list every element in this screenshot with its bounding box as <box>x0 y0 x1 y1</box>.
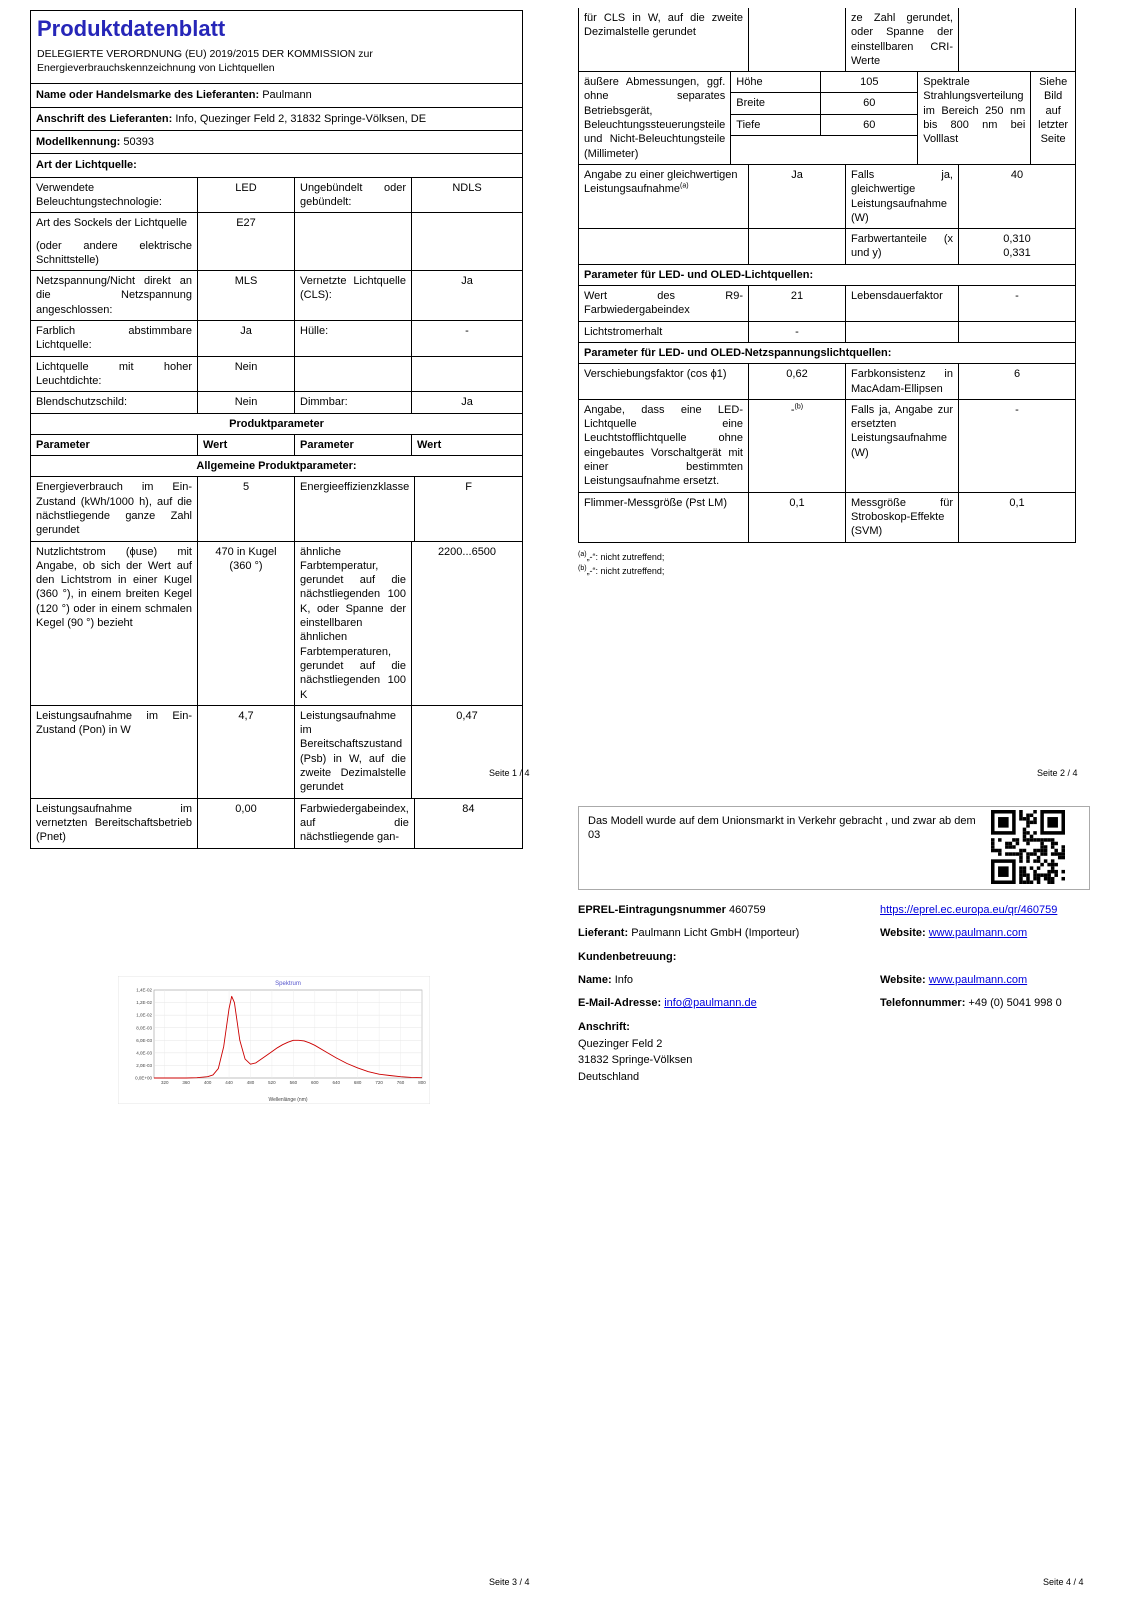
page2-table <box>578 8 1076 543</box>
svg-text:4,0E-03: 4,0E-03 <box>136 1050 152 1056</box>
param-value: - <box>1015 290 1019 303</box>
param-label: ze Zahl gerundet, oder Spanne der einstellbaren CRI-Werte <box>846 8 959 71</box>
param-label: Farbkonsistenz in MacAdam-Ellipsen <box>846 364 959 399</box>
page-2-footer: Seite 2 / 4 <box>1037 768 1078 778</box>
table-row <box>579 321 1075 342</box>
param-label: äußere Abmessungen, ggf. ohne separates Betriebsgerät, Beleuchtungssteuerungsteile und Nicht-Beleuchtungsteile (Millimeter) <box>579 72 731 164</box>
email-link[interactable]: info@paulmann.de <box>664 997 757 1010</box>
page-3-footer: Seite 3 / 4 <box>489 1577 530 1587</box>
param-value: - <box>1015 403 1019 416</box>
param-value: 21 <box>749 286 846 321</box>
param-label: Hülle: <box>295 321 412 356</box>
qr-code <box>991 810 1065 884</box>
eprel-label: EPREL-Eintragungsnummer <box>578 904 726 916</box>
param-label: Farbwiedergabeindex, auf die nächstliegende gan- <box>295 799 415 848</box>
param-label: Energieeffizienzklasse <box>295 477 415 540</box>
param-label: Falls ja, Angabe zur ersetzten Leistungsaufnahme (W) <box>846 400 959 492</box>
table-row <box>31 705 522 798</box>
spectrum-chart-svg <box>118 976 430 1104</box>
param-label <box>846 322 959 342</box>
param-label: Lebensdauerfaktor <box>846 286 959 321</box>
dimension-name: Höhe <box>731 72 821 92</box>
name-value: Info <box>614 973 634 986</box>
general-param-header-row <box>31 455 522 476</box>
page-title: Produktdatenblatt <box>37 16 226 41</box>
table-row <box>31 320 522 356</box>
param-label: Dimmbar: <box>295 392 412 412</box>
param-value: 6 <box>1013 368 1021 381</box>
param-value: 5 <box>198 477 295 540</box>
section-header-mains: Parameter für LED- und OLED-Netzspannungslichtquellen: <box>584 346 892 359</box>
market-intro-text: Das Modell wurde auf dem Unionsmarkt in Verkehr gebracht , und zwar ab dem 03 <box>588 815 976 842</box>
svg-text:480: 480 <box>246 1080 255 1085</box>
svg-text:6,0E-03: 6,0E-03 <box>136 1037 152 1043</box>
website2-label: Website: <box>880 973 926 986</box>
param-label <box>295 357 412 392</box>
type-header: Art der Lichtquelle: <box>36 159 137 172</box>
page-1-footer: Seite 1 / 4 <box>489 768 530 778</box>
model-row <box>31 130 522 153</box>
model-label: Modellkennung: <box>36 136 121 149</box>
svg-text:Spektrum: Spektrum <box>275 981 301 987</box>
svg-text:600: 600 <box>311 1080 319 1085</box>
website2-link[interactable]: www.paulmann.com <box>928 973 1028 986</box>
param-label: Flimmer-Messgröße (Pst LM) <box>579 493 749 542</box>
param-label: Blendschutzschild: <box>31 392 198 412</box>
param-label: ähnliche Farbtemperatur, gerundet auf die nächstliegenden 100 K, oder Spanne der einstellbaren ähnlichen Farbtemperaturen, gerundet auf die nächstliegenden 100 K <box>295 542 412 705</box>
dimensions-row <box>579 71 1075 164</box>
table-row <box>579 285 1075 321</box>
dimension-value: 60 <box>863 97 876 110</box>
svg-text:2,0E-03: 2,0E-03 <box>136 1063 152 1069</box>
eprel-value: 460759 <box>728 904 766 916</box>
param-value: 40 <box>1010 168 1024 181</box>
table-row <box>31 476 522 540</box>
address-row <box>578 1019 1090 1085</box>
param-value: E27 <box>198 213 295 270</box>
supplier-row <box>578 926 1090 940</box>
supplier-value: Paulmann Licht GmbH (Importeur) <box>631 927 800 940</box>
param-value: Ja <box>749 165 846 228</box>
svg-text:760: 760 <box>396 1080 405 1085</box>
param-value: F <box>465 481 472 494</box>
table-row <box>579 8 1075 71</box>
svg-text:8,0E-03: 8,0E-03 <box>136 1025 152 1031</box>
param-label <box>295 213 412 270</box>
param-value: 0,62 <box>749 364 846 399</box>
param-label: Ungebündelt oder gebündelt: <box>295 178 412 213</box>
param-value: - <box>465 325 469 338</box>
param-value: 4,7 <box>198 706 295 798</box>
address-label: Anschrift des Lieferanten: <box>36 112 173 125</box>
section-header-row <box>579 264 1075 285</box>
supplier-label: Name oder Handelsmarke des Lieferanten: <box>36 89 260 102</box>
dimension-name: Tiefe <box>731 115 821 135</box>
address-line-2: 31832 Springe-Völksen <box>578 1054 693 1067</box>
param-value: NDLS <box>452 181 482 194</box>
supplier-label: Lieferant: <box>578 927 629 940</box>
svg-text:560: 560 <box>289 1080 298 1085</box>
param-label: Vernetzte Lichtquelle (CLS): <box>295 271 412 320</box>
dimension-row <box>731 93 917 114</box>
param-value: 84 <box>462 802 475 815</box>
table-row <box>31 177 522 213</box>
table-row <box>31 391 522 412</box>
param-value: - <box>749 322 846 342</box>
param-label: Art des Sockels der Lichtquelle (oder andere elektrische Schnittstelle) <box>31 213 198 270</box>
param-value <box>749 229 846 264</box>
param-label: Angabe zu einer gleichwertigen Leistungsaufnahme$^{(a)}$ <box>579 165 749 228</box>
supplier-value: Paulmann <box>262 89 312 102</box>
model-value: 50393 <box>123 136 154 149</box>
table-row <box>579 228 1075 264</box>
regulation-line-2: Energieverbrauchskennzeichnung von Lichtquellen <box>37 61 275 74</box>
param-label: Leistungsaufnahme im Bereitschaftszustand (Psb) in W, auf die zweite Dezimalstelle gerundet <box>295 706 412 798</box>
param-label: Lichtquelle mit hoher Leuchtdichte: <box>31 357 198 392</box>
param-label: Lichtstromerhalt <box>579 322 749 342</box>
svg-text:680: 680 <box>353 1080 362 1085</box>
name-row <box>578 973 1090 987</box>
type-header-row <box>31 153 522 176</box>
contact-info <box>578 903 1090 1085</box>
support-label: Kundenbetreuung: <box>578 950 677 963</box>
table-row <box>31 212 522 270</box>
svg-text:1,0E-02: 1,0E-02 <box>136 1012 152 1018</box>
table-row <box>31 798 522 848</box>
dimension-name: Breite <box>731 93 821 113</box>
address-line-3: Deutschland <box>578 1070 640 1083</box>
table-row <box>579 492 1075 542</box>
dimension-row <box>731 115 917 136</box>
svg-text:720: 720 <box>375 1080 383 1085</box>
param-value: -$^{(b)}$ <box>749 400 846 492</box>
param-value: MLS <box>198 271 295 320</box>
eprel-link[interactable]: https://eprel.ec.europa.eu/qr/460759 <box>880 904 1058 916</box>
param-label: Leistungsaufnahme im vernetzten Bereitschaftsbetrieb (Pnet) <box>31 799 198 848</box>
param-value <box>749 8 846 71</box>
general-param-header: Allgemeine Produktparameter: <box>196 460 357 473</box>
page-4 <box>578 806 1090 1094</box>
param-value: 0,47 <box>456 709 478 722</box>
param-label: Spektrale Strahlungsverteilung im Bereich 250 nm bis 800 nm bei Volllast <box>918 72 1031 164</box>
table-row <box>31 356 522 392</box>
svg-text:640: 640 <box>332 1080 340 1085</box>
section-header-led: Parameter für LED- und OLED-Lichtquellen: <box>584 268 814 281</box>
table-row <box>579 164 1075 228</box>
svg-text:800: 800 <box>418 1080 426 1085</box>
name-label: Name: <box>578 973 612 986</box>
address-line-1: Quezinger Feld 2 <box>578 1037 663 1050</box>
page1-table <box>30 10 523 849</box>
param-label: Angabe, dass eine LED-Lichtquelle eine Leuchtstofflichtquelle ohne eingebautes Vorschaltgerät mit einer bestimmten Leistungsaufnahme ersetzt. <box>579 400 749 492</box>
title-row <box>31 11 522 83</box>
param-label: Wert des R9-Farbwiedergabeindex <box>579 286 749 321</box>
param-value: Ja <box>198 321 295 356</box>
param-value: LED <box>198 178 295 213</box>
page-4-footer: Seite 4 / 4 <box>1043 1577 1084 1587</box>
supplier-row <box>31 83 522 106</box>
param-value <box>959 8 1075 71</box>
param-value <box>412 357 522 392</box>
table-row <box>31 541 522 705</box>
email-label: E-Mail-Adresse: <box>578 997 662 1010</box>
address-label: Anschrift: <box>578 1021 630 1034</box>
param-label: Leistungsaufnahme im Ein-Zustand (Pon) in W <box>31 706 198 798</box>
param-label: für CLS in W, auf die zweite Dezimalstelle gerundet <box>579 8 749 71</box>
dimension-value: 60 <box>863 118 876 131</box>
column-header-row <box>31 434 522 455</box>
phone-label: Telefonnummer: <box>880 997 966 1010</box>
param-value: 0,00 <box>198 799 295 848</box>
svg-text:0,0E+00: 0,0E+00 <box>135 1075 152 1081</box>
column-header: Parameter <box>31 435 198 455</box>
column-header: Parameter <box>295 435 412 455</box>
param-value: 470 in Kugel (360 °) <box>198 542 295 705</box>
param-label: Verwendete Beleuchtungstechnologie: <box>31 178 198 213</box>
param-value: 0,1 <box>749 493 846 542</box>
svg-text:320: 320 <box>160 1080 169 1085</box>
param-value: 2200...6500 <box>437 545 497 558</box>
email-row <box>578 996 1090 1010</box>
param-value: Ja <box>461 396 473 409</box>
param-label: Falls ja, gleichwertige Leistungsaufnahme (W) <box>846 165 959 228</box>
param-label: Farblich abstimmbare Lichtquelle: <box>31 321 198 356</box>
column-header: Wert <box>417 438 442 451</box>
param-label: Energieverbrauch im Ein-Zustand (kWh/1000 h), auf die nächstliegende ganze Zahl gerundet <box>31 477 198 540</box>
dimension-value: 105 <box>860 76 879 89</box>
footnote-a: $^{(a)}$„-“: nicht zutreffend; <box>578 550 665 562</box>
address-value: Info, Quezinger Feld 2, 31832 Springe-Völksen, DE <box>175 112 427 125</box>
dimension-row <box>731 72 917 93</box>
svg-text:Wellenlänge (nm): Wellenlänge (nm) <box>268 1097 308 1103</box>
svg-text:360: 360 <box>182 1080 190 1085</box>
regulation-line-1: DELEGIERTE VERORDNUNG (EU) 2019/2015 DER KOMMISSION zur <box>37 48 373 61</box>
param-label: Messgröße für Stroboskop-Effekte (SVM) <box>846 493 959 542</box>
param-value: Nein <box>198 392 295 412</box>
table-row <box>579 363 1075 399</box>
market-intro-box <box>578 806 1090 890</box>
table-row <box>579 399 1075 492</box>
footnotes <box>578 550 1076 579</box>
svg-text:400: 400 <box>203 1080 212 1085</box>
param-value: 0,1 <box>1009 496 1025 509</box>
param-label: Verschiebungsfaktor (cos ϕ1) <box>579 364 749 399</box>
phone-value: +49 (0) 5041 998 0 <box>968 997 1062 1010</box>
svg-text:520: 520 <box>268 1080 276 1085</box>
param-value: Nein <box>198 357 295 392</box>
svg-text:440: 440 <box>225 1080 233 1085</box>
param-value: Siehe Bild auf letzter Seite <box>1038 76 1069 146</box>
param-value: 0,310 0,331 <box>1003 233 1031 260</box>
support-row <box>578 950 1090 964</box>
svg-text:1,4E-02: 1,4E-02 <box>136 987 152 993</box>
column-header: Wert <box>198 435 295 455</box>
supplier-address-row <box>31 107 522 130</box>
page-1 <box>30 10 523 849</box>
dimensions-subtable <box>731 72 918 164</box>
param-value <box>959 322 1075 342</box>
svg-text:1,2E-02: 1,2E-02 <box>136 1000 152 1006</box>
website-link[interactable]: www.paulmann.com <box>928 927 1028 940</box>
param-label <box>579 229 749 264</box>
spectrum-chart <box>118 976 430 1104</box>
eprel-row <box>578 903 1090 917</box>
param-value <box>412 213 522 270</box>
table-row <box>31 270 522 320</box>
product-param-header-row <box>31 413 522 434</box>
section-header-row <box>579 342 1075 363</box>
param-label: Farbwertanteile (x und y) <box>846 229 959 264</box>
param-label: Netzspannung/Nicht direkt an die Netzspannung angeschlossen: <box>31 271 198 320</box>
page-2 <box>578 8 1076 578</box>
param-label: Nutzlichtstrom (ϕuse) mit Angabe, ob sich der Wert auf den Lichtstrom in einer Kugel (360 °), in einem breiten Kegel (120 °) oder in einem schmalen Kegel (90 °) bezieht <box>31 542 198 705</box>
param-value: Ja <box>461 275 473 288</box>
footnote-b: $^{(b)}$„-“: nicht zutreffend; <box>578 564 665 576</box>
website-label: Website: <box>880 927 926 940</box>
product-param-header: Produktparameter <box>229 417 324 430</box>
